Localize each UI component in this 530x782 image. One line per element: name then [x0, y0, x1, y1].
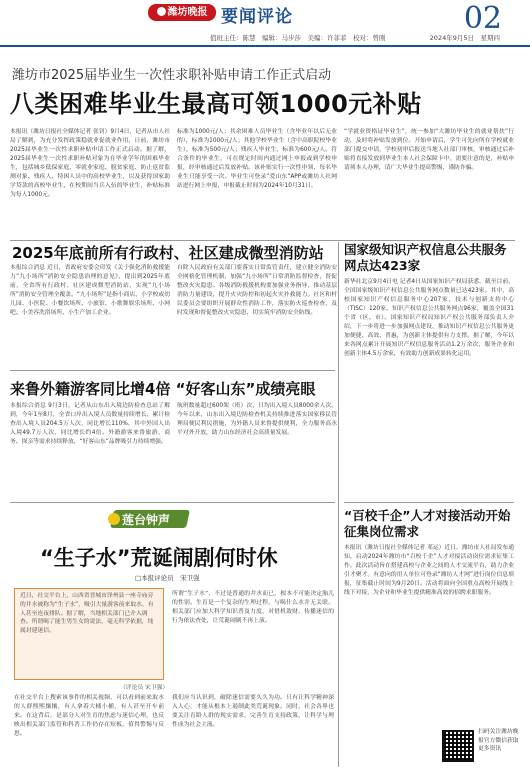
- essay-column-3: 我们应当认识到，破除迷信需要久久为功。只有让科学精神深入人心，才能从根本上遏制此类荒诞现象。同时，社会各界也要关注育龄人群的现实需求，完善生育支持政策，让科学与理性成为社会主流。: [172, 695, 334, 728]
- essay-divider: [10, 502, 335, 503]
- editor-credits: 值班主任：陈慧 编辑：马步莎 美编：许菲菲 校对：曾刚: [210, 34, 386, 42]
- lead-column-2: 标准为1000元/人；其余困难人员毕业生（含毕业年以后无业的），标准为1000元/人；其他学校毕业生（含中高职院校毕业生），标准为500元/人；残疾人毕业生，标准为600元/人。符合条件的毕业生，可在规定时间内通过网上申报或到学校申报，经审核通过后发放补贴。该补贴实行一次性申领，每名毕业生只能享受一次。毕业生可登录“爱山东”APP或潍坊人社网站进行网上申报，申报截止时间为2024年10月31日。: [177, 129, 337, 189]
- column-tag-label: 莲台钟声: [122, 513, 171, 527]
- right-story1-body: 新华社北京9月4日电 记者4日从国家知识产权局获悉，截至目前，全国国家级知识产权信息公共服务网点数量已达423家。其中，高校国家知识产权信息服务中心207家，技术与创新支持中心（TISC）120家，知识产权信息公共服务网点96家，覆盖全国31个省（区、市）。国家知识产权局知识产权公共服务部负责人介绍，下一步将进一步加强网点建设，推动知识产权信息公共服务更加便捷、高效、普惠，为创新主体提供有力支撑。据了解，今年以来各网点累计开展知识产权信息服务活动1.2万余次，服务企业和创新主体4.5万余家，有效助力创新成果转化运用。: [344, 279, 514, 357]
- logo-text: 潍坊晚报: [167, 7, 208, 18]
- header-rule: [0, 45, 530, 47]
- story3-headline: 来鲁外籍游客同比增4倍 “好客山东”成绩亮眼: [10, 380, 316, 398]
- right-column-divider: [338, 242, 339, 767]
- publication-date: 2024年9月5日 星期四: [429, 34, 500, 42]
- essay-byline: □本报评论员 宋卫强: [135, 574, 200, 582]
- right-story1-headline: 国家级知识产权信息公共服务网点达423家: [344, 242, 507, 273]
- essay-column-2: 所谓“生子水”，不过是普通的井水而已，根本不可能决定胎儿的性别。生育是一个复杂的生理过程，与喝什么水并无关联。相关部门应加大科学知识普及力度，对借机敛财、传播迷信的行为依法查处，让荒诞闹剧不再上演。: [172, 591, 334, 624]
- essay-column-1: 在社交平台上搜索该事件的相关视频，可以看到前来取水的人群熙熙攘攘，有人拿着大桶小桶，有人甚至开车前来。在这背后，是部分人对生育的焦虑与迷信心理，也反映出相关部门监管和科普工作仍存在短板，值得警惕与反思。: [14, 695, 164, 737]
- essay-intro-box: [14, 588, 164, 680]
- story3-column-2: 航班数量超过600架（班）次，日均出入境人员8000余人次。今年以来，山东出入境边防检查机关持续推进落实国家移民管理局便民利民措施，为外籍人员来鲁提供便利，全力服务高水平对外开放，助力山东经济社会高质量发展。: [177, 403, 337, 436]
- essay-title: “生子水”荒诞闹剧何时休: [40, 546, 278, 570]
- lead-headline: 八类困难毕业生最高可领1000元补贴: [10, 90, 422, 118]
- lead-column-3: “学就业资格证毕业生”，统一参加“大潍坊毕业生的就业帮扶”行动，及时将补贴发放到位。开始申请后，学生可先向所在学校就业部门提交申请，学校初审后报送当地人社部门审核，审核通过后补贴将直接发放到毕业生本人社会保障卡中。需要注意的是，补贴申请须本人办理，请广大毕业生提高警惕，谨防诈骗。: [344, 129, 514, 171]
- lead-kicker: 潍坊市2025届毕业生一次性求职补贴申请工作正式启动: [12, 68, 332, 83]
- qr-code[interactable]: [442, 730, 474, 762]
- essay-intro-text: 近日，社交平台上，山西省晋城市泽州县一座寺庙旁的井水被称为“生子水”，吸引大量游客前来取水，有人甚至连夜排队。据了解，当地相关部门已介入调查。所谓喝了能生男生女的说法，毫无科学依据，纯属封建迷信。: [20, 593, 154, 635]
- story2-headline: 2025年底前所有行政村、社区建成微型消防站: [12, 244, 324, 262]
- story3-column-1: 本报综合消息 9月3日，记者从山东出入境边防检查总站了解到，今年1至8月，全省口岸出入境人员数量持续增长，累计检查出入境人员204.5万人次，同比增长110%，其中外国人出入境49.7万人次，同比增长约4倍。外籍游客来鲁旅游、商务、探亲等需求持续释放，“好客山东”品牌吸引力持续增强。: [10, 403, 170, 445]
- column-tag: [112, 510, 188, 528]
- essay-intro-signature: （评论员 宋卫强）: [120, 685, 169, 691]
- right-divider: [344, 502, 514, 503]
- bell-icon: [108, 513, 120, 525]
- lead-divider: [10, 240, 515, 241]
- newspaper-logo: [148, 4, 216, 21]
- logo-icon: [157, 7, 166, 16]
- qr-note: 扫码关注潍坊晚报官方微信获取更多资讯: [478, 729, 519, 752]
- section-title: 要闻评论: [221, 7, 293, 27]
- right-story2-body: 本报讯（潍坊日报社全媒体记者 邓运）近日，潍坊市人社局发布通知，启动2024年潍坊市“百校千企”人才对接活动岗位需求征集工作。此次活动旨在搭建高校与企业之间的人才交流平台，助力企业引才聚才。有意向的用人单位可登录“潍坊人才网”进行岗位信息填报，征集截止时间为9月20日。活动将面向全国重点高校开展线上线下对接，为企业和毕业生提供精准高效的招聘求职服务。: [344, 545, 514, 596]
- story2-column-2: 自除人民政府有关部门要落实日常监管责任，建立健全消防安全网格化管理机制，加强“九小场所”日常消防监督检查，督促整改火灾隐患。各级消防救援机构要加强业务指导，推动基层消防力量建设，提升火灾防控和初起火灾扑救能力。社区和村民委员会要组织开展群众性消防工作，落实防火巡查检查，及时发现和督促整改火灾隐患，切实筑牢消防安全防线。: [177, 265, 337, 316]
- masthead: [0, 0, 530, 48]
- right-story2-headline: “百校千企”人才对接活动开始征集岗位需求: [344, 508, 511, 539]
- story3-divider: [10, 370, 335, 371]
- lead-column-1: 本报讯（潍坊日报社全媒体记者 张钊）9月4日，记者从市人社局了解到，为充分发挥政策稳就业促就业作用，日前，潍坊市2025届毕业生一次性求职补贴申请工作正式启动。据了解，2025届毕业生一次性求职补贴对象为在毕业学年的困难毕业生，包括城乡低保家庭、零就业家庭、脱贫家庭、防止返贫监测对象、残疾人、特困人员中的高校毕业生，以及获得国家助学贷款的高校毕业生、在校期间当兵入伍的毕业生，补贴标准为每人1000元。: [10, 129, 170, 198]
- page-number: 02: [463, 1, 502, 36]
- story2-column-1: 本报综合消息 近日，省政府安委会印发《关于强化消防救援能力“九小场所”消防安全隐患治理的意见》，提出到2025年底前，全省所有行政村、社区建成微型消防站，实现“九小场所”消防安全管理全覆盖。“九小场所”是指小商店、小学校或幼儿园、小医院、小餐饮场所、小旅馆、小歌舞娱乐场所、小网吧、小美容洗浴场所、小生产加工企业。: [10, 265, 170, 316]
